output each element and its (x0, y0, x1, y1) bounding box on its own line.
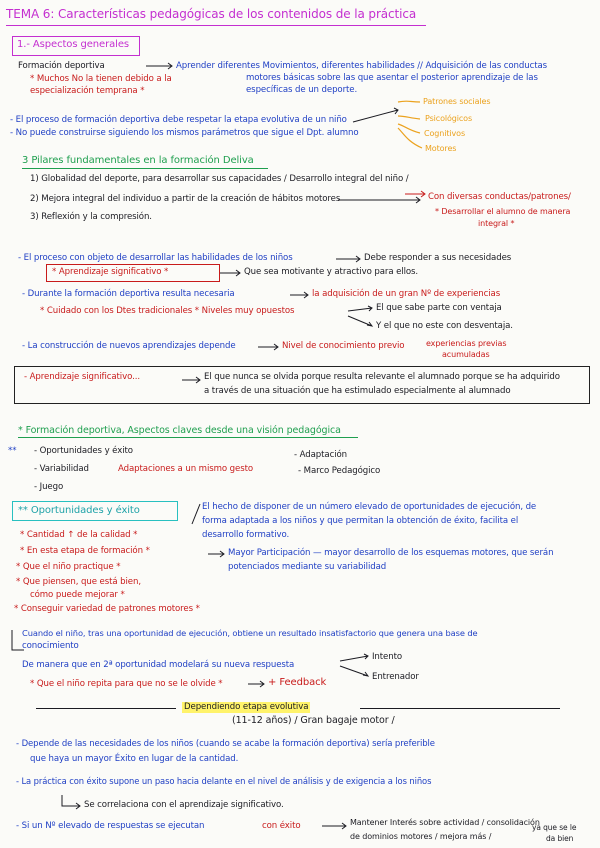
s7-def-4: Mayor Participación — mayor desarrollo de los esquemas motores, que serán (228, 548, 554, 558)
s9-line-1b: que haya un mayor Éxito en lugar de la cantidad. (30, 754, 239, 764)
s4-line-1: - El proceso con objeto de desarrollar las habilidades de los niños (18, 253, 293, 263)
pillar-1: 1) Globalidad del deporte, para desarrollar sus capacidades / Desarrollo integral del niño / (30, 174, 409, 184)
s8-feedback: + Feedback (268, 677, 327, 688)
s4-line-3c: experiencias previas (426, 339, 507, 348)
s4-line-2e: Y el que no este con desventaja. (376, 321, 513, 331)
s9-line-3e: ya que se le (532, 823, 577, 832)
s1-note-2: especialización temprana * (30, 86, 145, 96)
s7-note-1: * Cantidad ↑ de la calidad * (20, 530, 138, 540)
s1-def-1: Aprender diferentes Movimientos, diferentes habilidades // Adquisición de las conductas (176, 61, 548, 71)
opportunities-heading: ** Oportunidades y éxito (18, 505, 140, 516)
section-3-heading: 3 Pilares fundamentales en la formación Deliva (22, 155, 254, 166)
s8-line-3: * Que el niño repita para que no se le olvide * (30, 679, 223, 689)
s9-line-2: - La práctica con éxito supone un paso hacia delante en el nivel de análisis y de exigencia a los niños (16, 776, 432, 786)
section-6-underline (18, 437, 358, 438)
s8-line-1: Cuando el niño, tras una oportunidad de ejecución, obtiene un resultado insatisfactorio que genera una base de (22, 628, 478, 638)
s7-def-2: forma adaptada a los niños y que permitan la obtención de éxito, facilita el (202, 516, 519, 526)
key-aspect-3: - Juego (34, 482, 64, 492)
s4-line-2: - Durante la formación deportiva resulta necesaria (22, 289, 235, 299)
s8-trainer: Entrenador (372, 672, 419, 682)
pattern-psych: Psicológicos (425, 114, 473, 123)
significant-learning: * Aprendizaje significativo * (52, 267, 169, 277)
s7-def-1: El hecho de disponer de un número elevado de oportunidades de ejecución, de (202, 502, 537, 512)
s1-line-2b: - No puede construirse siguiendo los mismos parámetros que sigue el Dpt. alumno (10, 128, 359, 138)
s1-def-3: específicas de un deporte. (246, 85, 358, 95)
key-aspect-1: - Oportunidades y éxito (34, 446, 133, 456)
s9-line-3c: Mantener Interés sobre actividad / consolidación (350, 818, 540, 827)
title-underline (6, 25, 426, 26)
pillar-3: 3) Reflexión y la compresión. (30, 212, 152, 222)
pillar-2-note: Con diversas conductas/patrones/ (428, 192, 571, 202)
key-aspect-5: - Marco Pedagógico (298, 466, 381, 476)
s1-def-2: motores básicas sobre las que asentar el posterior aprendizaje de las (246, 73, 538, 83)
key-aspect-2-note: Adaptaciones a un mismo gesto (118, 464, 254, 474)
s1-note-1: * Muchos No la tienen debido a la (30, 74, 172, 84)
s8-attempt: Intento (372, 652, 403, 662)
significant-learning-def: Que sea motivante y atractivo para ellos. (244, 267, 419, 277)
s9-line-3b: con éxito (262, 821, 301, 831)
s8-line-1b: conocimiento (22, 641, 79, 651)
s9-line-1: - Depende de las necesidades de los niños (cuando se acabe la formación deportiva) sería preferible (16, 739, 435, 749)
s4-line-3: - La construcción de nuevos aprendizajes depende (22, 341, 236, 351)
divider-right (360, 708, 560, 709)
section-1-heading: 1.- Aspectos generales (17, 39, 129, 50)
pattern-social: Patrones sociales (423, 97, 491, 106)
s4-line-2d: El que sabe parte con ventaja (376, 303, 502, 313)
pillar-3-note-1: * Desarrollar el alumno de manera (435, 207, 571, 216)
s7-def-3: desarrollo formativo. (202, 530, 290, 540)
pattern-motor: Motores (425, 144, 457, 153)
pattern-cognitive: Cognitivos (424, 129, 466, 138)
s7-note-5: cómo puede mejorar * (30, 590, 125, 600)
key-aspect-4: - Adaptación (294, 450, 347, 460)
s7-note-3: * Que el niño practique * (16, 562, 121, 572)
s4-line-2b: la adquisición de un gran Nº de experiencias (312, 289, 501, 299)
s9-line-2b: Se correlaciona con el aprendizaje significativo. (84, 800, 284, 810)
pillar-3-note-2: integral * (478, 219, 515, 228)
key-aspect-2: - Variabilidad (34, 464, 89, 474)
s7-note-4: * Que piensen, que está bien, (16, 577, 141, 587)
pillar-2: 2) Mejora integral del individuo a partir de la creación de hábitos motores (30, 194, 341, 204)
s5-def-2: a través de una situación que ha estimulado especialmente al alumnado (204, 386, 511, 396)
s7-note-2: * En esta etapa de formación * (20, 546, 150, 556)
s9-line-3d: de dominios motores / mejora más / (350, 832, 492, 841)
s6-star: ** (8, 446, 17, 456)
section-6-heading: * Formación deportiva, Aspectos claves desde una visión pedagógica (18, 425, 341, 436)
s8-age: (11-12 años) / Gran bagaje motor / (232, 715, 395, 726)
page-title: TEMA 6: Características pedagógicas de los contenidos de la práctica (6, 7, 417, 21)
s4-line-1b: Debe responder a sus necesidades (364, 253, 512, 263)
s5-term: - Aprendizaje significativo... (24, 372, 140, 382)
s5-def-1: El que nunca se olvida porque resulta relevante el alumnado porque se ha adquirido (204, 372, 560, 382)
s9-line-3f: da bien (546, 834, 574, 843)
s7-def-5: potenciados mediante su variabilidad (228, 562, 387, 572)
s7-note-6: * Conseguir variedad de patrones motores * (14, 604, 200, 614)
s4-line-3d: acumuladas (442, 350, 490, 359)
s8-stage: Dependiendo etapa evolutiva (184, 702, 309, 712)
s1-term: Formación deportiva (18, 61, 105, 71)
s8-line-2: De manera que en 2ª oportunidad modelará su nueva respuesta (22, 660, 295, 670)
divider-left (36, 708, 176, 709)
s4-line-2c: * Cuidado con los Dtes tradicionales * Niveles muy opuestos (40, 306, 295, 316)
s4-line-3b: Nivel de conocimiento previo (282, 341, 405, 351)
section-3-underline (22, 168, 268, 169)
s9-line-3: - Si un Nº elevado de respuestas se ejecutan (16, 821, 205, 831)
s1-line-2a: - El proceso de formación deportiva debe respetar la etapa evolutiva de un niño (10, 115, 347, 125)
